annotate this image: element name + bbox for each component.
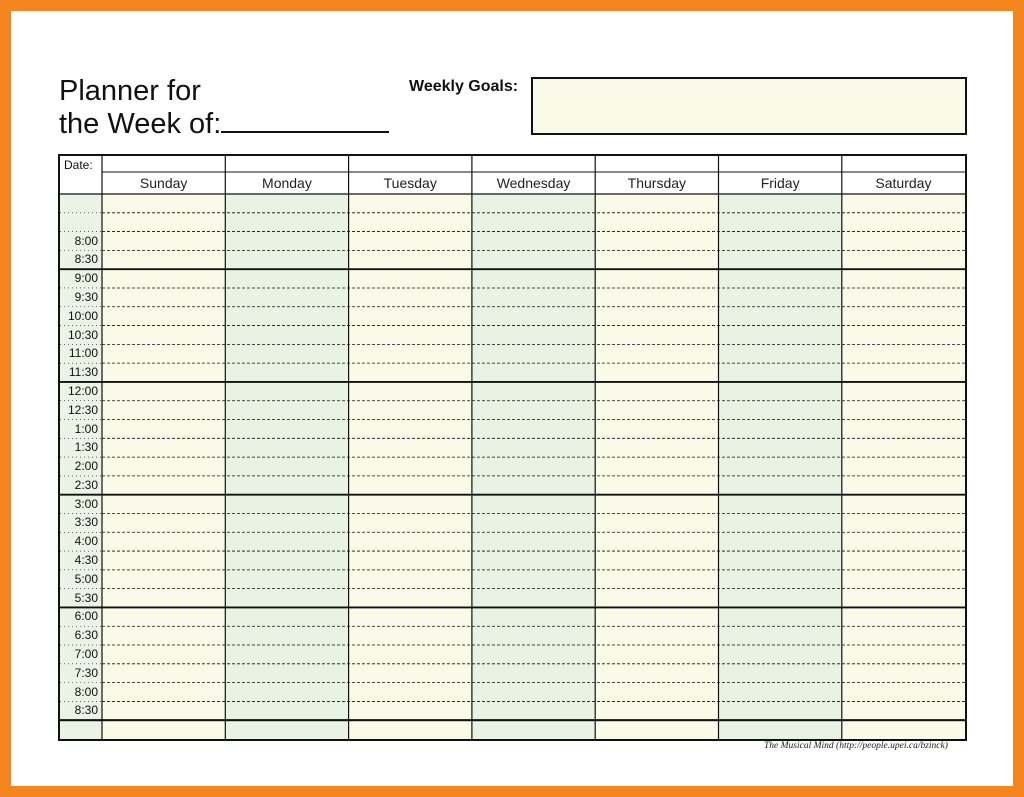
time-label: 6:00 bbox=[74, 609, 98, 624]
time-label: 1:00 bbox=[74, 421, 98, 436]
time-label: 8:30 bbox=[74, 252, 98, 267]
time-label: 11:00 bbox=[68, 346, 98, 361]
day-column-bg-wednesday bbox=[472, 194, 595, 739]
time-label: 5:00 bbox=[74, 571, 98, 586]
day-header-thursday: Thursday bbox=[627, 175, 687, 191]
title-line-2 bbox=[59, 107, 389, 140]
time-label: 12:00 bbox=[67, 383, 98, 398]
day-column-bg-sunday bbox=[102, 194, 225, 739]
time-label: 12:30 bbox=[67, 402, 98, 417]
time-label: 4:00 bbox=[74, 534, 98, 549]
time-label: 2:30 bbox=[74, 477, 98, 492]
date-label: Date: bbox=[64, 158, 93, 172]
weekly-goals-label: Weekly Goals: bbox=[409, 78, 519, 95]
time-label: 2:00 bbox=[74, 459, 98, 474]
time-label: 1:30 bbox=[74, 440, 98, 455]
time-label: 7:00 bbox=[74, 647, 98, 662]
planner-title bbox=[59, 76, 389, 140]
day-column-bg-saturday bbox=[842, 194, 965, 739]
day-column-bg-tuesday bbox=[349, 194, 472, 739]
day-header-saturday: Saturday bbox=[875, 175, 932, 191]
day-column-bg-thursday bbox=[595, 194, 718, 739]
title-line-1: Planner for bbox=[59, 75, 201, 107]
time-label: 9:30 bbox=[74, 289, 98, 304]
time-label: 4:30 bbox=[74, 553, 98, 568]
time-label: 11:30 bbox=[68, 365, 98, 380]
day-header-wednesday: Wednesday bbox=[496, 175, 571, 191]
time-label: 10:30 bbox=[67, 327, 98, 342]
day-header-monday: Monday bbox=[262, 175, 312, 191]
time-label: 8:30 bbox=[74, 703, 98, 718]
grid-lines bbox=[60, 156, 965, 739]
weekly-goals-box[interactable] bbox=[531, 77, 967, 135]
credit-line: The Musical Mind (http://people.upei.ca/bzinck) bbox=[764, 741, 948, 751]
schedule-grid bbox=[58, 154, 967, 741]
time-label: 7:30 bbox=[74, 665, 98, 680]
day-header-sunday: Sunday bbox=[139, 175, 188, 191]
week-of-blank[interactable] bbox=[221, 107, 389, 133]
day-column-bg-monday bbox=[225, 194, 348, 739]
time-label: 3:00 bbox=[74, 496, 98, 511]
week-of-label: the Week of: bbox=[59, 108, 222, 140]
time-label: 9:00 bbox=[74, 271, 98, 286]
time-label: 8:00 bbox=[74, 684, 98, 699]
time-label: 8:00 bbox=[74, 233, 98, 248]
day-header-tuesday: Tuesday bbox=[383, 175, 437, 191]
time-label: 10:00 bbox=[67, 308, 98, 323]
day-column-bg-friday bbox=[719, 194, 842, 739]
day-header-friday: Friday bbox=[760, 175, 800, 191]
time-label: 3:30 bbox=[74, 515, 98, 530]
time-label: 5:30 bbox=[74, 590, 98, 605]
time-label: 6:30 bbox=[74, 628, 98, 643]
